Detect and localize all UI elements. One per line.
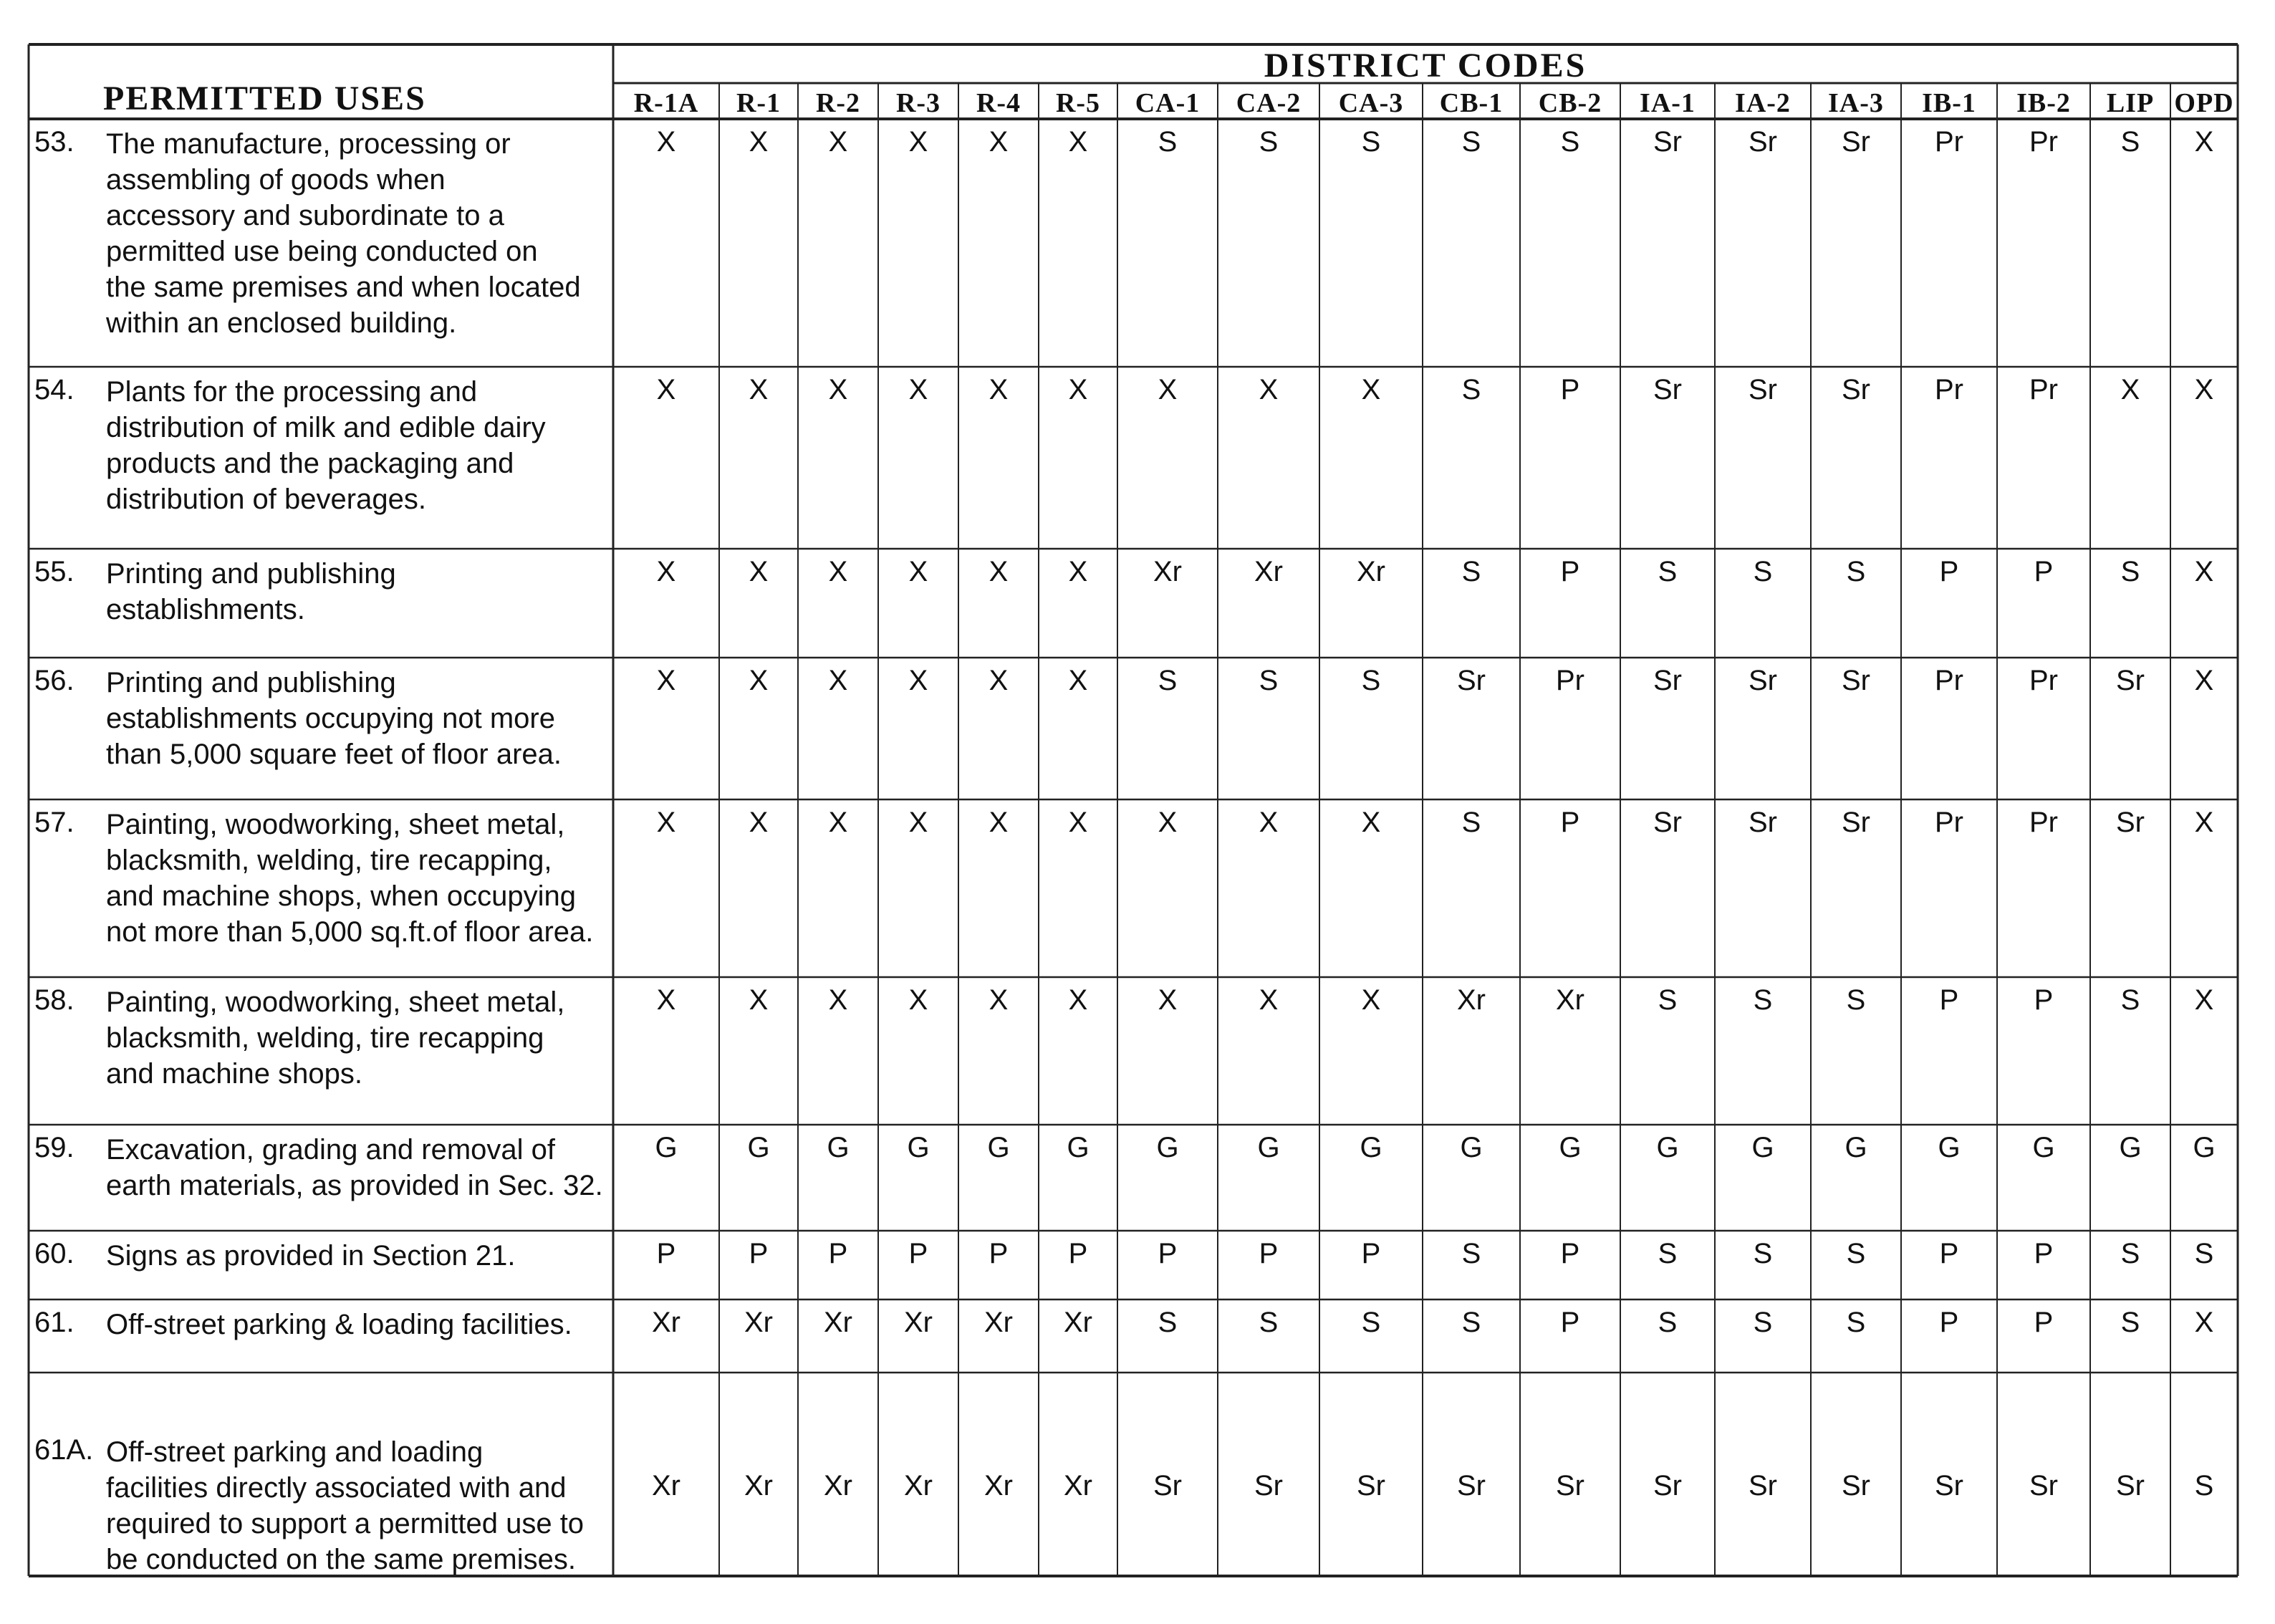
use-description-line: Excavation, grading and removal of <box>106 1134 556 1166</box>
code-cell-ia-3: S <box>1846 556 1866 587</box>
district-code-header-ca-1: CA-1 <box>1135 88 1201 118</box>
code-cell-ca-3: X <box>1361 374 1381 405</box>
code-cell-r-1: X <box>749 665 769 696</box>
code-cell-opd: S <box>2194 1238 2214 1269</box>
code-cell-lip: S <box>2120 1307 2140 1338</box>
row-number: 61. <box>34 1307 74 1338</box>
code-cell-ib-2: P <box>2034 1238 2054 1269</box>
use-description-line: establishments. <box>106 594 305 625</box>
use-description-line: distribution of milk and edible dairy <box>106 412 546 443</box>
code-cell-ca-2: S <box>1259 1307 1279 1338</box>
district-code-header-ca-2: CA-2 <box>1236 88 1302 118</box>
use-description-line: than 5,000 square feet of floor area. <box>106 739 562 770</box>
code-cell-ib-2: G <box>2032 1132 2055 1163</box>
code-cell-ca-2: G <box>1257 1132 1280 1163</box>
code-cell-r-5: X <box>1068 807 1088 838</box>
code-cell-r-1: X <box>749 984 769 1016</box>
code-cell-r-1a: X <box>656 126 676 158</box>
code-cell-r-2: P <box>828 1238 848 1269</box>
code-cell-lip: S <box>2120 126 2140 158</box>
code-cell-r-1a: P <box>656 1238 676 1269</box>
code-cell-ib-2: P <box>2034 556 2054 587</box>
code-cell-ib-1: Pr <box>1935 807 1963 838</box>
use-description-line: Off-street parking & loading facilities. <box>106 1309 572 1340</box>
code-cell-r-1a: X <box>656 556 676 587</box>
code-cell-r-4: X <box>989 984 1009 1016</box>
code-cell-ia-1: Sr <box>1653 374 1682 405</box>
code-cell-ia-1: S <box>1658 556 1678 587</box>
district-code-header-r-1: R-1 <box>736 88 781 118</box>
code-cell-ca-2: X <box>1259 807 1279 838</box>
code-cell-lip: Sr <box>2116 1470 2145 1502</box>
code-cell-r-3: G <box>907 1132 930 1163</box>
use-description-line: Plants for the processing and <box>106 376 478 408</box>
code-cell-r-1a: Xr <box>652 1470 680 1502</box>
code-cell-ca-1: S <box>1158 1307 1178 1338</box>
code-cell-cb-2: Pr <box>1556 665 1584 696</box>
code-cell-cb-2: P <box>1560 374 1580 405</box>
use-description-line: and machine shops, when occupying <box>106 880 576 912</box>
code-cell-ia-3: Sr <box>1842 807 1870 838</box>
code-cell-lip: Sr <box>2116 665 2145 696</box>
use-description-line: not more than 5,000 sq.ft.of floor area. <box>106 916 594 948</box>
code-cell-ib-2: P <box>2034 984 2054 1016</box>
use-description-line: Painting, woodworking, sheet metal, <box>106 986 565 1018</box>
district-codes-heading: DISTRICT CODES <box>1264 47 1587 85</box>
code-cell-ia-1: G <box>1656 1132 1679 1163</box>
district-code-header-opd: OPD <box>2174 88 2234 118</box>
district-code-header-r-2: R-2 <box>815 88 861 118</box>
district-code-header-ia-3: IA-3 <box>1828 88 1884 118</box>
code-cell-ib-2: Pr <box>2029 665 2058 696</box>
use-description-line: be conducted on the same premises. <box>106 1544 576 1575</box>
district-code-header-cb-2: CB-2 <box>1538 88 1602 118</box>
code-cell-ib-2: P <box>2034 1307 2054 1338</box>
code-cell-ia-3: Sr <box>1842 665 1870 696</box>
code-cell-r-5: X <box>1068 556 1088 587</box>
use-description-line: Off-street parking and loading <box>106 1436 484 1468</box>
code-cell-opd: S <box>2194 1470 2214 1502</box>
use-description-line: Painting, woodworking, sheet metal, <box>106 809 565 840</box>
row-number: 60. <box>34 1238 74 1269</box>
code-cell-ib-2: Pr <box>2029 374 2058 405</box>
code-cell-r-3: Xr <box>904 1470 933 1502</box>
code-cell-lip: S <box>2120 984 2140 1016</box>
use-description-line: required to support a permitted use to <box>106 1508 585 1539</box>
code-cell-opd: X <box>2194 374 2214 405</box>
code-cell-r-3: X <box>908 665 928 696</box>
district-code-header-ia-1: IA-1 <box>1640 88 1696 118</box>
code-cell-ca-1: S <box>1158 665 1178 696</box>
code-cell-r-5: Xr <box>1064 1307 1092 1338</box>
code-cell-cb-2: Xr <box>1556 984 1584 1016</box>
code-cell-cb-1: S <box>1461 126 1481 158</box>
code-cell-r-4: Xr <box>984 1307 1013 1338</box>
code-cell-ca-1: X <box>1158 374 1178 405</box>
use-description-line: within an enclosed building. <box>106 307 457 339</box>
code-cell-cb-1: S <box>1461 556 1481 587</box>
code-cell-ib-1: P <box>1939 1238 1959 1269</box>
code-cell-ca-1: X <box>1158 807 1178 838</box>
district-code-header-r-3: R-3 <box>895 88 941 118</box>
code-cell-ia-3: Sr <box>1842 374 1870 405</box>
code-cell-cb-2: P <box>1560 556 1580 587</box>
code-cell-opd: X <box>2194 126 2214 158</box>
code-cell-r-2: Xr <box>824 1470 852 1502</box>
code-cell-ca-3: X <box>1361 807 1381 838</box>
code-cell-r-1: X <box>749 126 769 158</box>
code-cell-ia-2: G <box>1751 1132 1774 1163</box>
code-cell-ia-3: S <box>1846 1238 1866 1269</box>
code-cell-ca-2: Sr <box>1254 1470 1283 1502</box>
code-cell-r-1a: G <box>655 1132 678 1163</box>
code-cell-ib-1: Pr <box>1935 126 1963 158</box>
use-description-line: blacksmith, welding, tire recapping <box>106 1022 544 1054</box>
code-cell-r-4: G <box>987 1132 1010 1163</box>
use-description-line: and machine shops. <box>106 1058 363 1090</box>
district-code-header-ib-1: IB-1 <box>1922 88 1976 118</box>
code-cell-r-3: X <box>908 984 928 1016</box>
code-cell-ia-2: Sr <box>1749 807 1777 838</box>
code-cell-ca-1: Xr <box>1153 556 1182 587</box>
use-description-line: facilities directly associated with and <box>106 1472 567 1504</box>
district-code-header-cb-1: CB-1 <box>1439 88 1504 118</box>
code-cell-ca-3: X <box>1361 984 1381 1016</box>
code-cell-ia-3: Sr <box>1842 1470 1870 1502</box>
code-cell-r-1a: X <box>656 665 676 696</box>
code-cell-opd: X <box>2194 984 2214 1016</box>
code-cell-opd: X <box>2194 1307 2214 1338</box>
code-cell-r-1a: X <box>656 374 676 405</box>
code-cell-ia-3: G <box>1844 1132 1867 1163</box>
code-cell-r-1a: Xr <box>652 1307 680 1338</box>
code-cell-lip: S <box>2120 556 2140 587</box>
use-description-line: Signs as provided in Section 21. <box>106 1240 516 1272</box>
code-cell-ca-3: G <box>1360 1132 1382 1163</box>
code-cell-r-5: G <box>1067 1132 1090 1163</box>
code-cell-r-5: X <box>1068 665 1088 696</box>
row-number: 57. <box>34 807 74 838</box>
code-cell-ca-2: S <box>1259 665 1279 696</box>
code-cell-ib-1: G <box>1938 1132 1961 1163</box>
code-cell-lip: Sr <box>2116 807 2145 838</box>
use-description-line: permitted use being conducted on <box>106 236 538 267</box>
code-cell-ia-2: Sr <box>1749 665 1777 696</box>
code-cell-r-3: X <box>908 374 928 405</box>
district-code-header-r-4: R-4 <box>976 88 1021 118</box>
code-cell-r-2: X <box>828 374 848 405</box>
use-description-line: The manufacture, processing or <box>106 128 511 160</box>
code-cell-ib-2: Pr <box>2029 807 2058 838</box>
code-cell-r-3: P <box>908 1238 928 1269</box>
code-cell-r-4: Xr <box>984 1470 1013 1502</box>
code-cell-r-5: X <box>1068 374 1088 405</box>
code-cell-ia-2: S <box>1753 1307 1773 1338</box>
code-cell-ia-2: Sr <box>1749 1470 1777 1502</box>
code-cell-ib-2: Pr <box>2029 126 2058 158</box>
code-cell-ca-3: Sr <box>1357 1470 1385 1502</box>
code-cell-ca-3: Xr <box>1357 556 1385 587</box>
code-cell-r-2: X <box>828 665 848 696</box>
code-cell-r-4: X <box>989 126 1009 158</box>
code-cell-ca-3: S <box>1361 665 1381 696</box>
code-cell-ib-1: P <box>1939 1307 1959 1338</box>
code-cell-lip: G <box>2119 1132 2142 1163</box>
code-cell-r-3: Xr <box>904 1307 933 1338</box>
code-cell-ia-1: Sr <box>1653 807 1682 838</box>
district-code-header-r-1a: R-1A <box>633 88 699 118</box>
code-cell-r-1: G <box>747 1132 770 1163</box>
use-description-line: establishments occupying not more <box>106 703 555 734</box>
code-cell-ib-2: Sr <box>2029 1470 2058 1502</box>
code-cell-ca-1: G <box>1156 1132 1179 1163</box>
code-cell-ca-1: Sr <box>1153 1470 1182 1502</box>
code-cell-cb-1: S <box>1461 374 1481 405</box>
row-number: 55. <box>34 556 74 587</box>
code-cell-ia-1: S <box>1658 984 1678 1016</box>
code-cell-cb-1: G <box>1460 1132 1483 1163</box>
code-cell-r-5: X <box>1068 984 1088 1016</box>
code-cell-r-4: X <box>989 374 1009 405</box>
code-cell-ib-1: P <box>1939 984 1959 1016</box>
code-cell-cb-2: P <box>1560 1307 1580 1338</box>
code-cell-ca-2: X <box>1259 984 1279 1016</box>
code-cell-r-1: X <box>749 807 769 838</box>
district-code-header-ca-3: CA-3 <box>1338 88 1404 118</box>
district-code-header-ib-2: IB-2 <box>2016 88 2071 118</box>
code-cell-ca-1: X <box>1158 984 1178 1016</box>
row-number: 54. <box>34 374 74 405</box>
code-cell-ia-3: S <box>1846 984 1866 1016</box>
code-cell-r-2: G <box>827 1132 850 1163</box>
code-cell-r-4: P <box>989 1238 1009 1269</box>
code-cell-ia-2: S <box>1753 984 1773 1016</box>
code-cell-ia-3: Sr <box>1842 126 1870 158</box>
district-code-header-lip: LIP <box>2106 88 2155 118</box>
use-description-line: earth materials, as provided in Sec. 32. <box>106 1170 603 1201</box>
code-cell-ia-2: S <box>1753 556 1773 587</box>
code-cell-r-5: P <box>1068 1238 1088 1269</box>
use-description-line: Printing and publishing <box>106 558 396 590</box>
code-cell-r-5: Xr <box>1064 1470 1092 1502</box>
permitted-uses-heading: PERMITTED USES <box>103 80 426 117</box>
code-cell-ia-2: Sr <box>1749 374 1777 405</box>
code-cell-r-1: Xr <box>744 1307 773 1338</box>
code-cell-r-1: X <box>749 374 769 405</box>
code-cell-r-2: X <box>828 807 848 838</box>
code-cell-r-4: X <box>989 807 1009 838</box>
code-cell-ia-1: Sr <box>1653 1470 1682 1502</box>
code-cell-r-1: X <box>749 556 769 587</box>
code-cell-ib-1: Sr <box>1935 1470 1963 1502</box>
code-cell-ca-3: P <box>1361 1238 1381 1269</box>
code-cell-opd: G <box>2193 1132 2216 1163</box>
code-cell-cb-1: Sr <box>1457 1470 1486 1502</box>
code-cell-cb-1: S <box>1461 1307 1481 1338</box>
code-cell-ca-1: S <box>1158 126 1178 158</box>
code-cell-ia-1: Sr <box>1653 665 1682 696</box>
code-cell-opd: X <box>2194 665 2214 696</box>
code-cell-ca-2: S <box>1259 126 1279 158</box>
code-cell-ca-3: S <box>1361 1307 1381 1338</box>
code-cell-cb-1: Xr <box>1457 984 1486 1016</box>
code-cell-cb-1: S <box>1461 807 1481 838</box>
code-cell-ib-1: P <box>1939 556 1959 587</box>
code-cell-ia-2: Sr <box>1749 126 1777 158</box>
row-number: 53. <box>34 126 74 158</box>
code-cell-ia-1: S <box>1658 1238 1678 1269</box>
code-cell-cb-2: P <box>1560 807 1580 838</box>
code-cell-r-4: X <box>989 665 1009 696</box>
code-cell-cb-2: P <box>1560 1238 1580 1269</box>
code-cell-r-1: P <box>749 1238 769 1269</box>
code-cell-ca-2: P <box>1259 1238 1279 1269</box>
use-description-line: Printing and publishing <box>106 667 396 698</box>
code-cell-ca-2: X <box>1259 374 1279 405</box>
code-cell-r-2: X <box>828 556 848 587</box>
code-cell-r-3: X <box>908 807 928 838</box>
code-cell-cb-1: Sr <box>1457 665 1486 696</box>
code-cell-lip: S <box>2120 1238 2140 1269</box>
code-cell-r-2: Xr <box>824 1307 852 1338</box>
code-cell-ia-1: Sr <box>1653 126 1682 158</box>
code-cell-ca-3: S <box>1361 126 1381 158</box>
code-cell-cb-1: S <box>1461 1238 1481 1269</box>
row-number: 58. <box>34 984 74 1016</box>
code-cell-r-3: X <box>908 126 928 158</box>
code-cell-opd: X <box>2194 556 2214 587</box>
code-cell-ia-1: S <box>1658 1307 1678 1338</box>
code-cell-cb-2: S <box>1560 126 1580 158</box>
code-cell-cb-2: G <box>1559 1132 1582 1163</box>
code-cell-ib-1: Pr <box>1935 374 1963 405</box>
use-description-line: the same premises and when located <box>106 272 581 303</box>
row-number: 56. <box>34 665 74 696</box>
use-description-line: distribution of beverages. <box>106 484 426 515</box>
district-code-header-ia-2: IA-2 <box>1735 88 1791 118</box>
code-cell-r-1: Xr <box>744 1470 773 1502</box>
code-cell-ca-2: Xr <box>1254 556 1283 587</box>
code-cell-ca-1: P <box>1158 1238 1178 1269</box>
code-cell-r-4: X <box>989 556 1009 587</box>
district-code-header-r-5: R-5 <box>1055 88 1101 118</box>
row-number: 61A. <box>34 1434 94 1466</box>
code-cell-ia-2: S <box>1753 1238 1773 1269</box>
use-description-line: assembling of goods when <box>106 164 446 196</box>
code-cell-r-5: X <box>1068 126 1088 158</box>
code-cell-opd: X <box>2194 807 2214 838</box>
code-cell-ib-1: Pr <box>1935 665 1963 696</box>
code-cell-r-2: X <box>828 984 848 1016</box>
code-cell-r-3: X <box>908 556 928 587</box>
code-cell-lip: X <box>2120 374 2140 405</box>
code-cell-cb-2: Sr <box>1556 1470 1584 1502</box>
code-cell-ia-3: S <box>1846 1307 1866 1338</box>
code-cell-r-1a: X <box>656 984 676 1016</box>
code-cell-r-1a: X <box>656 807 676 838</box>
use-description-line: blacksmith, welding, tire recapping, <box>106 845 552 876</box>
row-number: 59. <box>34 1132 74 1163</box>
code-cell-r-2: X <box>828 126 848 158</box>
use-description-line: products and the packaging and <box>106 448 514 479</box>
use-description-line: accessory and subordinate to a <box>106 200 504 231</box>
